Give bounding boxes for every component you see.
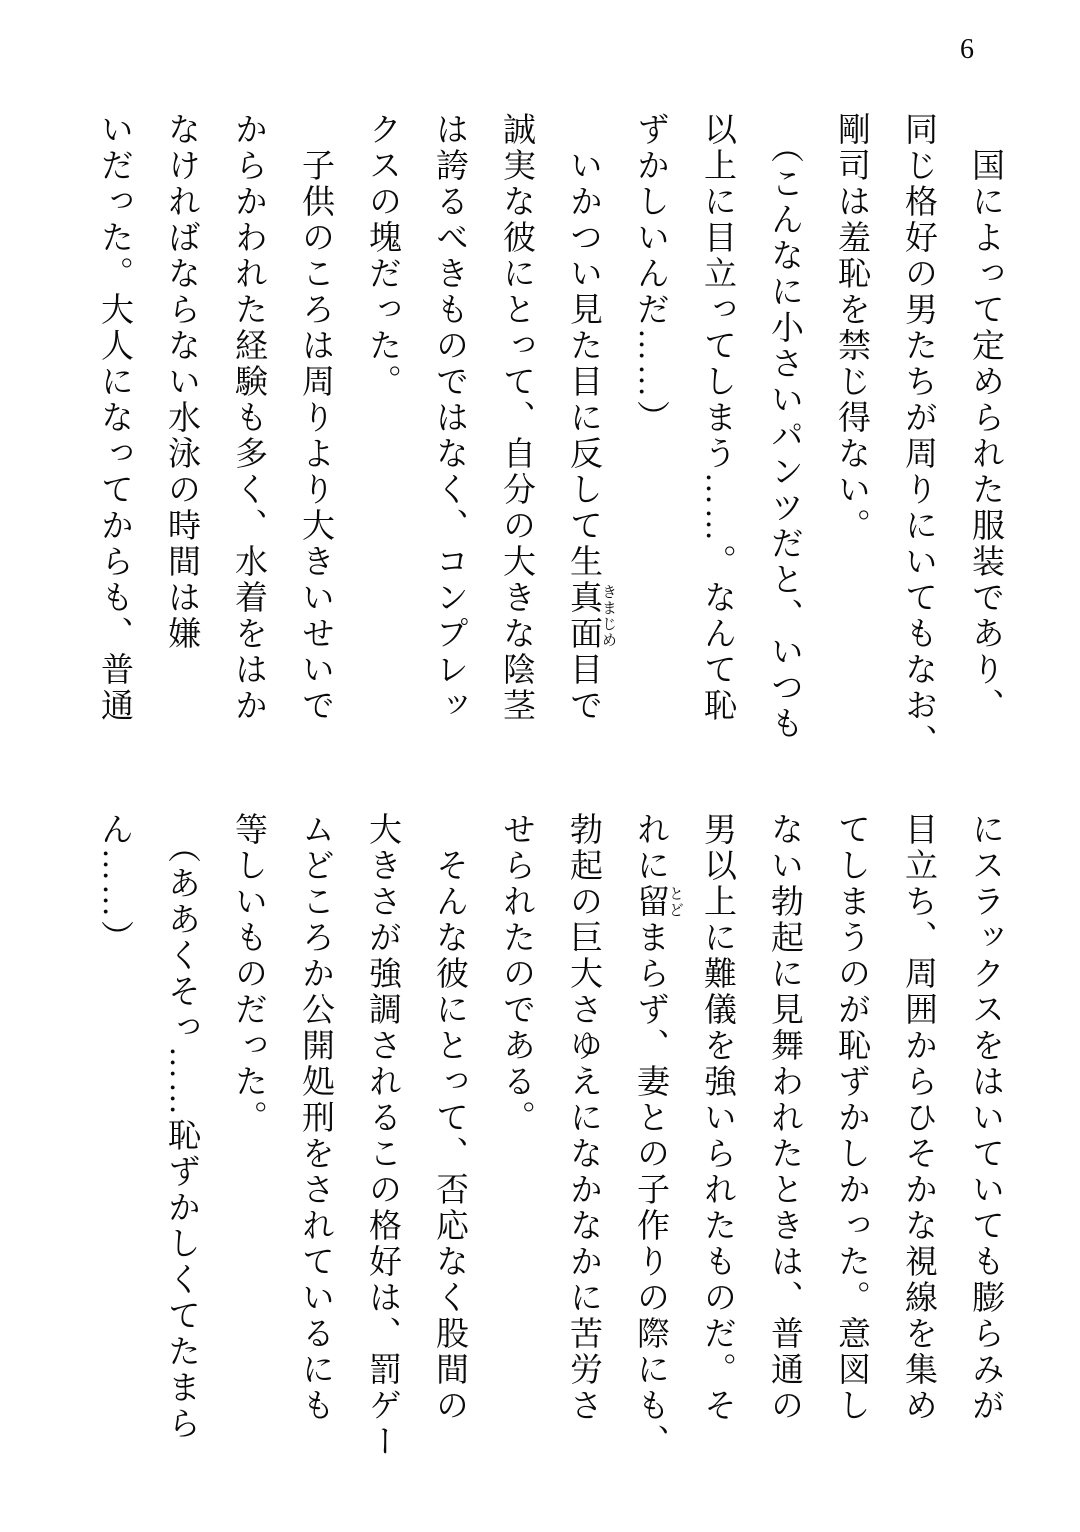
text-line: 同じ格好の男たちが周りにいてもなお、 xyxy=(900,112,936,760)
text-line: ない勃起に見舞われたときは、普通の xyxy=(766,812,802,1424)
text-line: ずかしいんだ……） xyxy=(632,112,668,436)
text-line: 誠実な彼にとって、自分の大きな陰茎 xyxy=(498,112,534,724)
text-line: にスラックスをはいていても膨らみが xyxy=(967,812,1003,1424)
text-line: 国によって定められた服装であり、 xyxy=(967,148,1003,724)
text-line: れに留 とどまらず、妻との子作りの際にも、 xyxy=(632,812,683,1460)
text-line: 以上に目立ってしまう……。なんて恥 xyxy=(699,112,735,724)
text-line: せられたのである。 xyxy=(498,812,534,1136)
text-line: 等しいものだった。 xyxy=(230,812,266,1136)
text-line: 男以上に難儀を強いられたものだ。そ xyxy=(699,812,735,1424)
text-block-lower xyxy=(66,812,1018,1472)
furigana-annotated-text: 生真面目 きまじめ xyxy=(565,544,616,688)
text-line: いだった。大人になってからも、普通 xyxy=(96,112,132,724)
text-line: なければならない水泳の時間は嫌 xyxy=(163,112,199,652)
text-line: そんな彼にとって、否応なく股間の xyxy=(431,848,467,1424)
text-line: てしまうのが恥ずかしかった。意図し xyxy=(833,812,869,1424)
text-line: 目立ち、周囲からひそかな視線を集め xyxy=(900,812,936,1424)
text-line: ん……） xyxy=(96,812,132,956)
text-line: 剛司は羞恥を禁じ得ない。 xyxy=(833,112,869,544)
text-line: 勃起の巨大さゆえになかなかに苦労さ xyxy=(565,812,601,1424)
text-block-upper xyxy=(66,112,1018,770)
text-line: からかわれた経験も多く、水着をはか xyxy=(230,112,266,724)
text-line: ムどころか公開処刑をされているにも xyxy=(297,812,333,1424)
text-line: （こんなに小さいパンツだと、いつも xyxy=(766,130,802,742)
text-line: 子供のころは周りより大きいせいで xyxy=(297,148,333,724)
text-line: は誇るべきものではなく、コンプレッ xyxy=(431,112,467,724)
page-number: 6 xyxy=(960,34,974,65)
text-line: （ああくそっ……恥ずかしくてたまら xyxy=(163,830,199,1442)
text-line: 大きさが強調されるこの格好は、罰ゲー xyxy=(364,812,400,1460)
text-line: いかつい見た目に反して生真面目 きまじめで xyxy=(565,148,616,724)
text-line: クスの塊だった。 xyxy=(364,112,400,400)
furigana-annotated-text: 留 とど xyxy=(632,884,683,920)
